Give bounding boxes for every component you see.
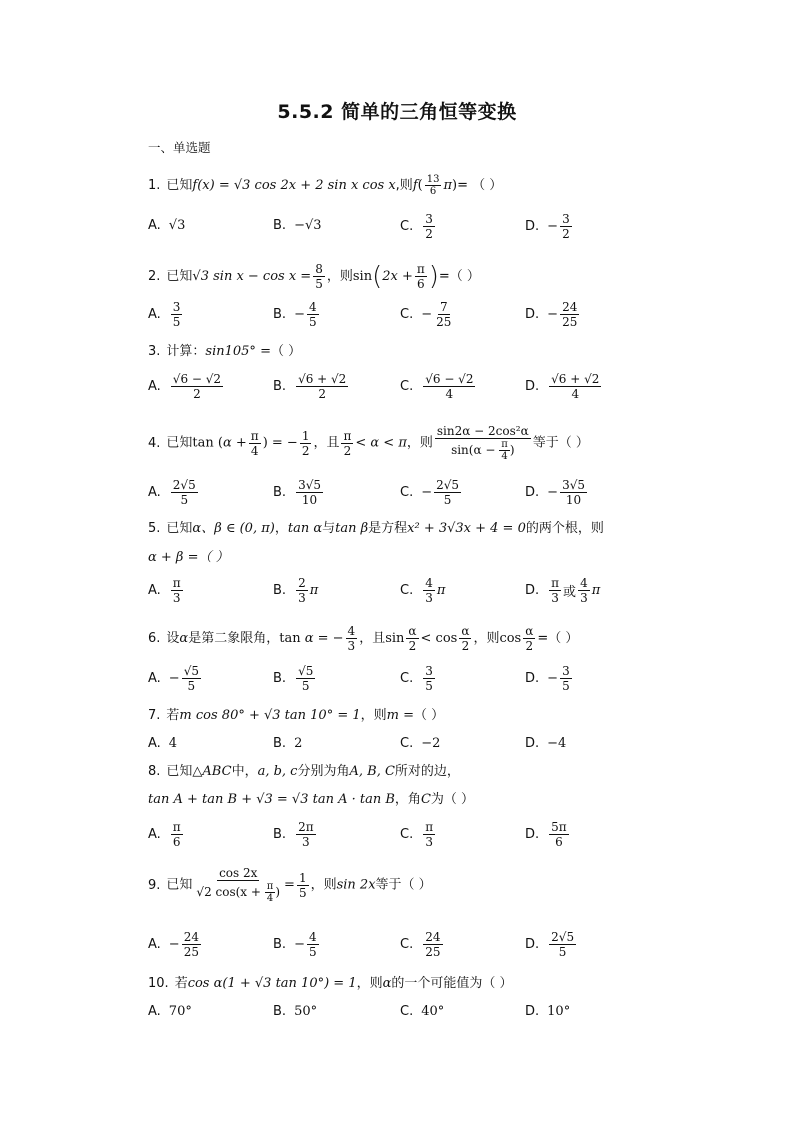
q3-option-c[interactable]: C. $\frac{√6 - √2}{4}$ — [400, 372, 474, 401]
q5-option-a[interactable]: A. $\frac{\pi}{3}$ — [148, 576, 181, 605]
q2-option-c[interactable]: C. − $\frac{7}{25}$ — [400, 300, 452, 329]
q5-option-b[interactable]: B. $\frac{2}{3}$ π — [273, 576, 319, 605]
q7-option-a[interactable]: A. 4 — [148, 736, 178, 751]
page-title: 5.5.2 简单的三角恒等变换 — [277, 101, 517, 123]
q8-option-c[interactable]: C. $\frac{\pi}{3}$ — [400, 820, 434, 849]
q6-option-a[interactable]: A. − $\frac{√5}{5}$ — [148, 664, 199, 693]
question-7: 7. 若m cos 80° + √3 tan 10° = 1，则m =（ ） — [148, 708, 445, 723]
question-5: 5. 已知α、β ∈ (0, π)，tan α与tan β是方程x² + 3√3x + 4 = 0的两个根，则 — [148, 521, 604, 536]
q5-option-c[interactable]: C. $\frac{4}{3}$ π — [400, 576, 446, 605]
q9-option-d[interactable]: D. $\frac{2√5}{5}$ — [525, 930, 575, 959]
q1-option-b[interactable]: B. −√3 — [273, 218, 322, 233]
section-heading: 一、单选题 — [148, 140, 211, 155]
q9-option-b[interactable]: B. − $\frac{4}{5}$ — [273, 930, 317, 959]
q6-option-d[interactable]: D. − $\frac{3}{5}$ — [525, 664, 570, 693]
q7-option-d[interactable]: D. −4 — [525, 736, 567, 751]
q3-option-b[interactable]: B. $\frac{√6 + √2}{2}$ — [273, 372, 347, 401]
question-10: 10. 若cos α(1 + √3 tan 10°) = 1，则α的一个可能值为（ ） — [148, 976, 513, 991]
q6-option-b[interactable]: B. $\frac{√5}{5}$ — [273, 664, 314, 693]
question-3: 3. 计算：sin105° =（ ） — [148, 344, 302, 359]
q10-option-a[interactable]: A. 70° — [148, 1004, 192, 1019]
q8-option-a[interactable]: A. $\frac{\pi}{6}$ — [148, 820, 181, 849]
q8-option-d[interactable]: D. $\frac{5\pi}{6}$ — [525, 820, 567, 849]
q3-option-a[interactable]: A. $\frac{√6 - √2}{2}$ — [148, 372, 222, 401]
q7-option-b[interactable]: B. 2 — [273, 736, 303, 751]
q2-option-a[interactable]: A. $\frac{3}{5}$ — [148, 300, 181, 329]
q1-function: f(x) = √3 cos 2x + 2 sin x cos x — [192, 178, 396, 193]
question-1: 1. 已知f(x) = √3 cos 2x + 2 sin x cos x,则f( $\frac{13}{6}$ π)= （ ） — [148, 174, 503, 197]
q4-option-d[interactable]: D. − $\frac{3√5}{10}$ — [525, 478, 585, 507]
q4-option-c[interactable]: C. − $\frac{2√5}{5}$ — [400, 478, 460, 507]
q10-option-c[interactable]: C. 40° — [400, 1004, 445, 1019]
question-8-line2: tan A + tan B + √3 = √3 tan A · tan B，角C为（ ） — [148, 792, 475, 807]
question-6: 6. 设α是第二象限角，tan α = − $\frac{4}{3}$ ，且sin $\frac{\alpha}{2}$ < cos $\frac{\alpha}{2}$ ，则cos $\frac{\alpha}{2}$ =（ ） — [148, 624, 579, 653]
q4-option-a[interactable]: A. $\frac{2√5}{5}$ — [148, 478, 196, 507]
q5-option-d[interactable]: D. $\frac{\pi}{3}$ 或 $\frac{4}{3}$ π — [525, 576, 601, 605]
q2-option-d[interactable]: D. − $\frac{24}{25}$ — [525, 300, 578, 329]
q1-option-a[interactable]: A. √3 — [148, 218, 186, 233]
question-4: 4. 已知tan (α + $\frac{\pi}{4}$ ) = − $\frac{1}{2}$ ，且 $\frac{\pi}{2}$ < α < π，则 sin2α − 2cos²α sin(α − $\frac{\pi}{4}$ ) 等于（ ） — [148, 424, 589, 462]
question-8: 8. 已知△ABC中，a, b, c分别为角A, B, C所对的边， — [148, 764, 460, 779]
q6-option-c[interactable]: C. $\frac{3}{5}$ — [400, 664, 433, 693]
question-2: 2. 已知√3 sin x − cos x = $\frac{8}{5}$ ，则sin(2x + $\frac{\pi}{6}$ )=（ ） — [148, 261, 480, 292]
question-5-line2: α + β =（ ） — [148, 550, 229, 565]
q8-option-b[interactable]: B. $\frac{2\pi}{3}$ — [273, 820, 314, 849]
q2-option-b[interactable]: B. − $\frac{4}{5}$ — [273, 300, 317, 329]
q1-option-c[interactable]: C. $\frac{3}{2}$ — [400, 212, 433, 241]
q9-option-c[interactable]: C. $\frac{24}{25}$ — [400, 930, 441, 959]
q9-option-a[interactable]: A. − $\frac{24}{25}$ — [148, 930, 199, 959]
q1-option-d[interactable]: D. − $\frac{3}{2}$ — [525, 212, 570, 241]
question-9: 9. 已知 cos 2x √2 cos(x + $\frac{\pi}{4}$ ) = $\frac{1}{5}$ ，则sin 2x等于（ ） — [148, 866, 432, 904]
q3-option-d[interactable]: D. $\frac{√6 + √2}{4}$ — [525, 372, 600, 401]
q10-option-d[interactable]: D. 10° — [525, 1004, 571, 1019]
q7-option-c[interactable]: C. −2 — [400, 736, 441, 751]
q10-option-b[interactable]: B. 50° — [273, 1004, 318, 1019]
q4-option-b[interactable]: B. $\frac{3√5}{10}$ — [273, 478, 321, 507]
